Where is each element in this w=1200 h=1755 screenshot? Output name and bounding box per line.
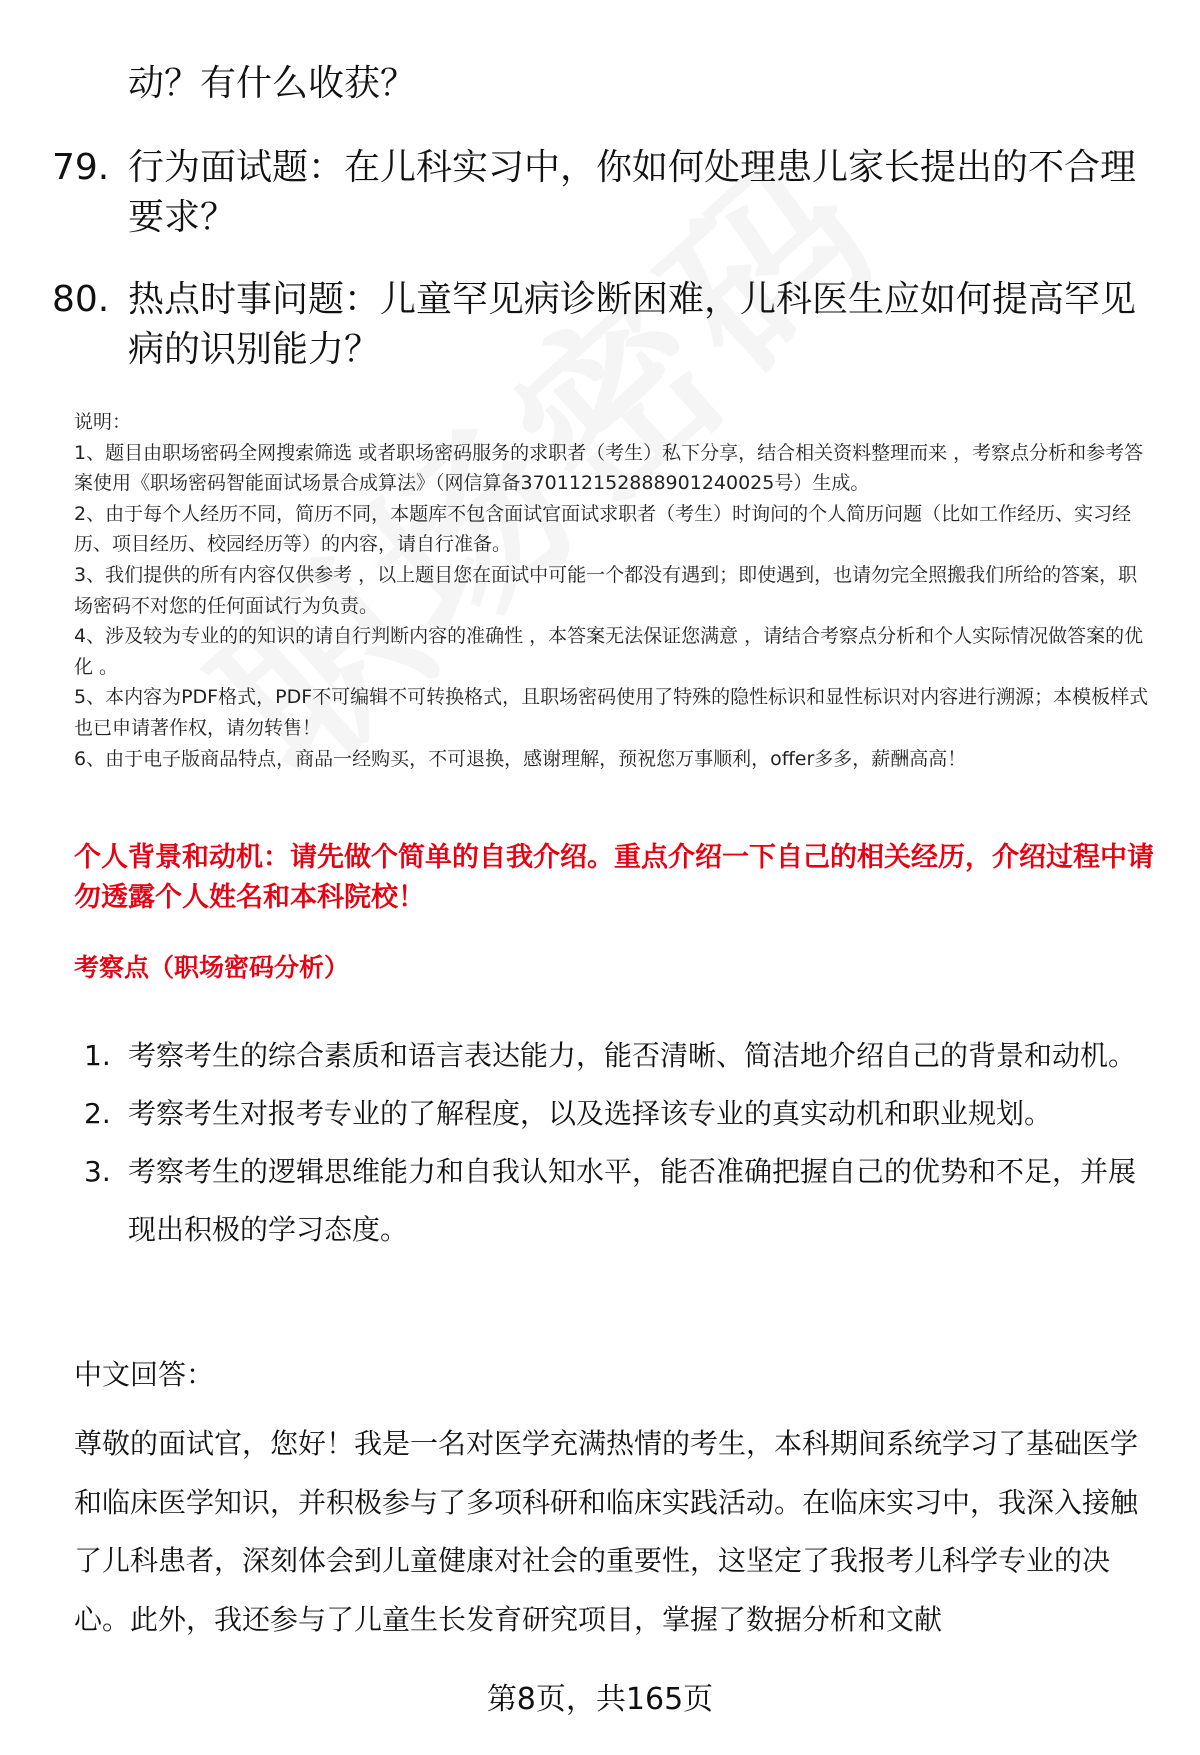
note-item: 1、题目由职场密码全网搜索筛选 或者职场密码服务的求职者（考生）私下分享，结合相关资料整理而来 ，考察点分析和参考答案使用《职场密码智能面试场景合成算法》（网信算备370112152888901240025号）生成。 <box>74 441 1144 495</box>
question-text: 热点时事问题：儿童罕见病诊断困难，儿科医生应如何提高罕见病的识别能力？ <box>128 279 1137 370</box>
note-item: 6、由于电子版商品特点，商品一经购买，不可退换，感谢理解，预祝您万事顺利，offer多多，薪酬高高！ <box>74 747 967 770</box>
analysis-heading: 考察点（职场密码分析） <box>74 953 350 982</box>
analysis-point <box>84 1143 1159 1259</box>
point-number: 2. <box>84 1097 111 1130</box>
question-text: 行为面试题：在儿科实习中，你如何处理患儿家长提出的不合理要求？ <box>128 147 1137 238</box>
page-number: 第8页，共165页 <box>486 1682 714 1717</box>
section-heading: 个人背景和动机：请先做个简单的自我介绍。重点介绍一下自己的相关经历，介绍过程中请勿透露个人姓名和本科院校！ <box>74 842 1154 913</box>
note-item: 5、本内容为PDF格式，PDF不可编辑不可转换格式，且职场密码使用了特殊的隐性标识和显性标识对内容进行溯源；本模板样式也已申请著作权，请勿转售！ <box>74 686 1149 739</box>
question-item <box>52 275 1152 375</box>
answer-text: 尊敬的面试官，您好！我是一名对医学充满热情的考生，本科期间系统学习了基础医学和临床医学知识，并积极参与了多项科研和临床实践活动。在临床实习中，我深入接触了儿科患者，深刻体会到儿童健康对社会的重要性，这坚定了我报考儿科学专业的决心。此外，我还参与了儿童生长发育研究项目，掌握了数据分析和文献 <box>74 1427 1139 1636</box>
analysis-points-list <box>84 1027 1159 1259</box>
question-item <box>52 143 1152 243</box>
note-item: 4、涉及较为专业的的知识的请自行判断内容的准确性 ，本答案无法保证您满意 ，请结合考察点分析和个人实际情况做答案的优化 。 <box>74 625 1144 678</box>
analysis-point <box>84 1085 1159 1143</box>
point-number: 3. <box>84 1155 111 1188</box>
analysis-point <box>84 1027 1159 1085</box>
note-item: 2、由于每个人经历不同，简历不同，本题库不包含面试官面试求职者（考生）时询问的个人简历问题（比如工作经历、实习经历、项目经历、校园经历等）的内容，请自行准备。 <box>74 502 1132 556</box>
answer-label: 中文回答： <box>74 1358 215 1391</box>
point-text: 考察考生的逻辑思维能力和自我认知水平，能否准确把握自己的优势和不足，并展现出积极的学习态度。 <box>128 1155 1137 1246</box>
note-item: 3、我们提供的所有内容仅供参考 ，以上题目您在面试中可能一个都没有遇到；即使遇到，也请勿完全照搬我们所给的答案，职场密码不对您的任何面试行为负责。 <box>74 563 1138 617</box>
notes-block <box>74 407 1154 774</box>
notes-title: 说明： <box>74 411 132 433</box>
question-number: 80. <box>52 279 110 320</box>
point-number: 1. <box>84 1039 111 1072</box>
point-text: 考察考生的综合素质和语言表达能力，能否清晰、简洁地介绍自己的背景和动机。 <box>128 1039 1137 1072</box>
question-number: 79. <box>52 147 110 188</box>
point-text: 考察考生对报考专业的了解程度，以及选择该专业的真实动机和职业规划。 <box>128 1097 1053 1130</box>
question-continuation: 动？有什么收获？ <box>128 63 417 104</box>
